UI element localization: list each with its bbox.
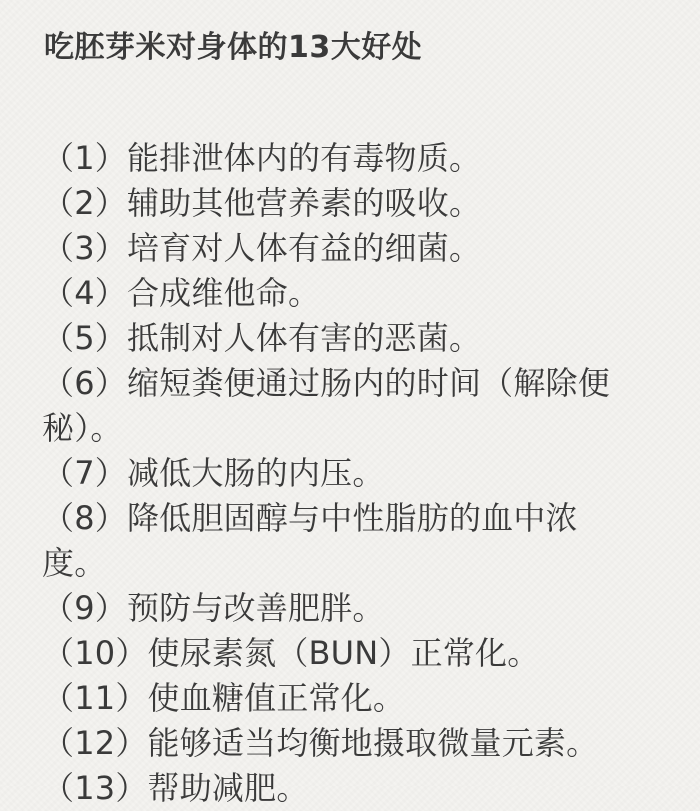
- benefit-item-7: （7）减低大肠的内压。: [42, 454, 385, 492]
- benefit-item-2: （2）辅助其他营养素的吸收。: [42, 184, 482, 222]
- benefit-item-12: （12）能够适当均衡地摄取微量元素。: [42, 724, 599, 762]
- benefit-item-1: （1）能排泄体内的有毒物质。: [42, 139, 482, 177]
- benefit-item-6: （6）缩短粪便通过肠内的时间（解除便秘）。: [42, 364, 610, 447]
- benefit-item-11: （11）使血糖值正常化。: [42, 679, 406, 717]
- page-title: 吃胚芽米对身体的13大好处: [44, 30, 423, 65]
- benefit-list: [42, 136, 626, 811]
- benefit-item-8: （8）降低胆固醇与中性脂肪的血中浓度。: [42, 499, 578, 582]
- benefit-item-10: （10）使尿素氮（BUN）正常化。: [42, 634, 540, 672]
- benefit-item-4: （4）合成维他命。: [42, 274, 321, 312]
- benefit-item-9: （9）预防与改善肥胖。: [42, 589, 385, 627]
- benefit-item-3: （3）培育对人体有益的细菌。: [42, 229, 482, 267]
- benefit-item-5: （5）抵制对人体有害的恶菌。: [42, 319, 482, 357]
- benefit-item-13: （13）帮助减肥。: [42, 769, 309, 807]
